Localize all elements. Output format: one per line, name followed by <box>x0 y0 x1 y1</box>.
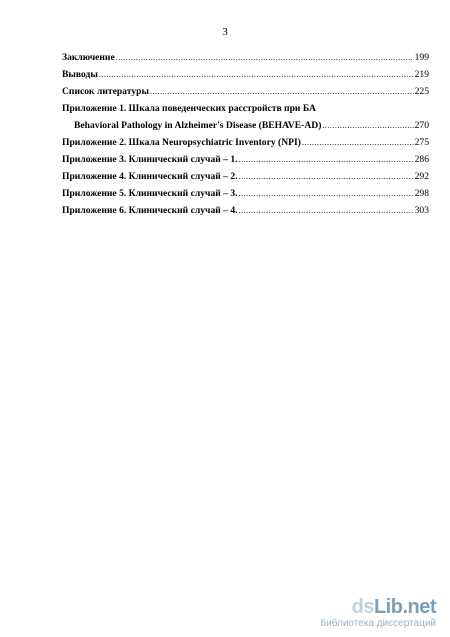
dslib-watermark <box>306 597 436 629</box>
toc-entry-title <box>62 137 301 148</box>
toc-leader-dots <box>116 53 414 62</box>
toc-entry-appendix-6[interactable] <box>62 205 429 222</box>
toc-entry-appendix-1-continued[interactable] <box>62 120 429 137</box>
dslib-logo <box>306 597 436 617</box>
toc-leader-dots <box>239 189 414 198</box>
toc-entry-title-head: Приложение 2. Шкала <box>62 137 160 148</box>
toc-leader-dots <box>302 138 414 147</box>
toc-entry-page: 275 <box>414 137 429 148</box>
table-of-contents <box>62 52 429 222</box>
toc-entry-title: Behavioral Pathology in Alzheimer's Disease (BEHAVE-AD) <box>74 120 322 131</box>
toc-entry-appendix-5[interactable] <box>62 188 429 205</box>
toc-entry-findings[interactable] <box>62 69 429 86</box>
toc-entry-title: Список литературы <box>62 86 149 97</box>
toc-entry-page: 219 <box>414 69 429 80</box>
logo-prefix: ds <box>351 596 374 618</box>
toc-entry-page: 303 <box>414 205 429 216</box>
toc-leader-dots <box>239 206 414 215</box>
toc-entry-page: 199 <box>414 52 429 63</box>
toc-entry-appendix-4[interactable] <box>62 171 429 188</box>
toc-entry-title: Приложение 3. Клинический случай – 1. <box>62 154 238 165</box>
toc-leader-dots <box>99 70 414 79</box>
toc-entry-title: Выводы <box>62 69 98 80</box>
toc-entry-title: Приложение 1. Шкала поведенческих расстройств при БА <box>62 103 316 114</box>
toc-leader-dots <box>239 155 414 164</box>
toc-entry-page: 225 <box>414 86 429 97</box>
toc-entry-title: Приложение 5. Клинический случай – 3. <box>62 188 238 199</box>
toc-entry-references[interactable] <box>62 86 429 103</box>
toc-entry-title: Приложение 4. Клинический случай – 2. <box>62 171 238 182</box>
toc-entry-page: 270 <box>414 120 429 131</box>
toc-entry-page: 298 <box>414 188 429 199</box>
toc-leader-dots <box>239 172 414 181</box>
page-number: 3 <box>222 26 228 38</box>
toc-entry-page: 292 <box>414 171 429 182</box>
toc-entry-appendix-2[interactable] <box>62 137 429 154</box>
toc-entry-appendix-1[interactable] <box>62 103 429 120</box>
toc-entry-title: Заключение <box>62 52 115 63</box>
toc-entry-page: 286 <box>414 154 429 165</box>
logo-main: Lib.net <box>373 596 436 618</box>
toc-entry-conclusion[interactable] <box>62 52 429 69</box>
watermark-subtitle: библиотека диссертаций <box>320 618 436 629</box>
toc-leader-dots <box>150 87 414 96</box>
toc-leader-dots <box>322 121 413 130</box>
toc-entry-appendix-3[interactable] <box>62 154 429 171</box>
toc-entry-title: Приложение 6. Клинический случай – 4. <box>62 205 238 216</box>
toc-entry-title-tail: Neuropsychiatric Inventory (NPI) <box>162 137 301 148</box>
